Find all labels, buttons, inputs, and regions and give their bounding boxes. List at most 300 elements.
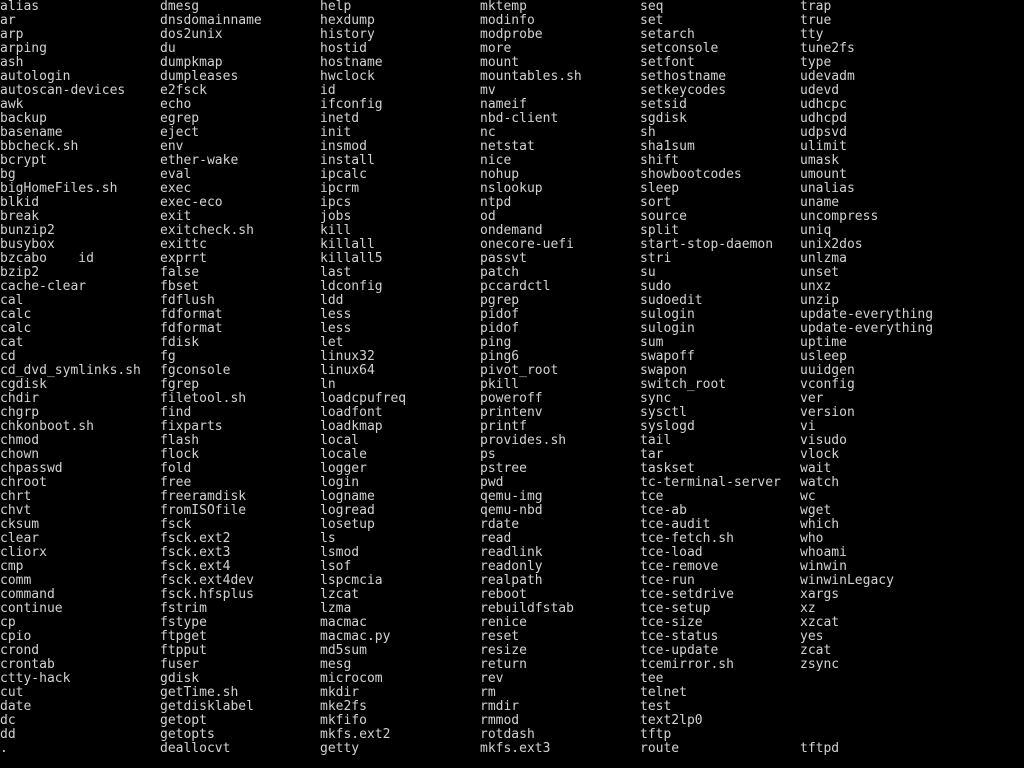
command-entry: ping — [480, 335, 512, 350]
command-entry: fsck.hfsplus — [160, 587, 254, 602]
command-entry: winwin — [800, 559, 847, 574]
command-entry: freeramdisk — [160, 489, 247, 504]
command-entry: mkfs.ext3 — [480, 741, 551, 756]
command-entry: dmesg — [160, 0, 200, 14]
command-entry: usleep — [800, 349, 847, 364]
command-entry: wc — [800, 489, 816, 504]
command-entry: uncompress — [800, 209, 879, 224]
command-entry: rebuildfstab — [480, 601, 574, 616]
command-entry: readonly — [480, 559, 543, 574]
command-entry: rmmod — [480, 713, 520, 728]
command-entry: tce-setdrive — [640, 587, 734, 602]
command-entry: wget — [800, 503, 832, 518]
command-entry: realpath — [480, 573, 543, 588]
command-entry: fgconsole — [160, 363, 231, 378]
command-entry: chmod — [0, 433, 40, 448]
command-entry: lzma — [320, 601, 352, 616]
command-entry: patch — [480, 265, 520, 280]
command-entry: fsck.ext4dev — [160, 573, 254, 588]
command-entry: winwinLegacy — [800, 573, 894, 588]
command-entry: ver — [800, 391, 824, 406]
command-column-6 — [800, 0, 1024, 756]
command-entry: clear — [0, 531, 40, 546]
command-entry: sudoedit — [640, 293, 703, 308]
command-entry: init — [320, 125, 352, 140]
command-entry: getTime.sh — [160, 685, 239, 700]
command-entry: kill — [320, 223, 352, 238]
command-entry: loadkmap — [320, 419, 383, 434]
command-entry: exec-eco — [160, 195, 223, 210]
command-entry: vconfig — [800, 377, 855, 392]
command-entry: jobs — [320, 209, 352, 224]
command-entry — [800, 686, 1024, 700]
command-entry: lsof — [320, 559, 352, 574]
command-entry: ftpput — [160, 643, 207, 658]
command-entry: return — [480, 657, 527, 672]
command-entry: type — [800, 55, 832, 70]
command-entry: resize — [480, 643, 527, 658]
command-entry: flock — [160, 447, 200, 462]
command-entry — [800, 728, 1024, 742]
command-entry: microcom — [320, 671, 383, 686]
command-entry: ping6 — [480, 349, 520, 364]
command-entry: exitcheck.sh — [160, 223, 254, 238]
command-entry: ftpget — [160, 629, 207, 644]
command-entry: reboot — [480, 587, 527, 602]
command-entry: dd — [0, 727, 16, 742]
command-entry: logname — [320, 489, 375, 504]
command-entry: qemu-nbd — [480, 503, 543, 518]
command-entry: awk — [0, 97, 24, 112]
command-column-4 — [480, 0, 640, 756]
command-entry: showbootcodes — [640, 167, 742, 182]
command-entry: umask — [800, 153, 840, 168]
command-entry: more — [480, 41, 512, 56]
command-entry: tce-update — [640, 643, 719, 658]
command-entry: telnet — [640, 685, 687, 700]
command-entry: basename — [0, 125, 63, 140]
command-entry: split — [640, 223, 680, 238]
command-entry: ldd — [320, 293, 344, 308]
command-entry — [800, 700, 1024, 714]
command-entry: cliorx — [0, 545, 47, 560]
command-entry: bcrypt — [0, 153, 47, 168]
command-entry: ifconfig — [320, 97, 383, 112]
command-column-2 — [160, 0, 320, 756]
command-entry: ipcalc — [320, 167, 367, 182]
command-entry: inetd — [320, 111, 360, 126]
command-entry: cpio — [0, 629, 32, 644]
command-entry: fsck.ext4 — [160, 559, 231, 574]
command-entry: read — [480, 531, 512, 546]
command-entry: cal — [0, 293, 24, 308]
command-entry: ps — [480, 447, 496, 462]
command-entry: alias — [0, 0, 40, 14]
command-entry: udevadm — [800, 69, 855, 84]
command-entry: gdisk — [160, 671, 200, 686]
command-entry: pidof — [480, 307, 520, 322]
command-entry: watch — [800, 475, 840, 490]
command-entry: whoami — [800, 545, 847, 560]
command-entry: nice — [480, 153, 512, 168]
command-entry: mesg — [320, 657, 352, 672]
command-entry: sulogin — [640, 307, 695, 322]
command-entry: help — [320, 0, 352, 14]
command-entry: printf — [480, 419, 527, 434]
command-entry: getopt — [160, 713, 207, 728]
command-entry: tar — [640, 447, 664, 462]
command-entry: fdformat — [160, 307, 223, 322]
command-entry: loadfont — [320, 405, 383, 420]
command-entry: bunzip2 — [0, 223, 55, 238]
command-entry: local — [320, 433, 360, 448]
command-entry: calc — [0, 307, 32, 322]
command-entry: chown — [0, 447, 40, 462]
command-entry: ctty-hack — [0, 671, 71, 686]
command-entry: tail — [640, 433, 672, 448]
command-entry: tce-ab — [640, 503, 687, 518]
command-entry: fold — [160, 461, 192, 476]
command-entry: uniq — [800, 223, 832, 238]
command-entry: set — [640, 13, 664, 28]
command-entry: udhcpd — [800, 111, 847, 126]
command-entry: bzip2 — [0, 265, 40, 280]
command-entry: locale — [320, 447, 367, 462]
command-entry: exittc — [160, 237, 207, 252]
command-entry: stri — [640, 251, 672, 266]
command-entry: poweroff — [480, 391, 543, 406]
command-entry: blkid — [0, 195, 40, 210]
command-entry: uptime — [800, 335, 847, 350]
command-entry: provides.sh — [480, 433, 567, 448]
command-entry: e2fsck — [160, 83, 207, 98]
command-entry: swapon — [640, 363, 687, 378]
command-entry: mktemp — [480, 0, 527, 14]
command-entry: dos2unix — [160, 27, 223, 42]
command-entry: ar — [0, 13, 16, 28]
command-entry: mv — [480, 83, 496, 98]
command-entry: rmdir — [480, 699, 520, 714]
command-entry: reset — [480, 629, 520, 644]
command-entry: renice — [480, 615, 527, 630]
command-entry: pidof — [480, 321, 520, 336]
command-entry: bzcabo id — [0, 251, 94, 266]
command-entry: version — [800, 405, 855, 420]
command-entry: tc-terminal-server — [640, 475, 781, 490]
command-entry: loadcpufreq — [320, 391, 407, 406]
command-entry: netstat — [480, 139, 535, 154]
command-entry: who — [800, 531, 824, 546]
command-entry: mount — [480, 55, 520, 70]
command-entry: sha1sum — [640, 139, 695, 154]
command-entry: modprobe — [480, 27, 543, 42]
command-entry: fdformat — [160, 321, 223, 336]
command-entry: cd — [0, 349, 16, 364]
command-entry: history — [320, 27, 375, 42]
command-entry: flash — [160, 433, 200, 448]
command-entry: fsck.ext3 — [160, 545, 231, 560]
command-entry: nslookup — [480, 181, 543, 196]
command-entry: ipcs — [320, 195, 352, 210]
command-entry: pstree — [480, 461, 527, 476]
command-entry: date — [0, 699, 32, 714]
command-entry: nc — [480, 125, 496, 140]
command-entry: hostname — [320, 55, 383, 70]
command-entry: sh — [640, 125, 656, 140]
command-entry: hostid — [320, 41, 367, 56]
command-entry: printenv — [480, 405, 543, 420]
command-entry: mke2fs — [320, 699, 367, 714]
command-entry: ln — [320, 377, 336, 392]
command-entry: pccardctl — [480, 279, 551, 294]
command-entry: hexdump — [320, 13, 375, 28]
command-entry: setsid — [640, 97, 687, 112]
command-entry: dnsdomainname — [160, 13, 262, 28]
command-entry: ondemand — [480, 223, 543, 238]
command-entry: xz — [800, 601, 816, 616]
command-entry: autologin — [0, 69, 71, 84]
command-entry: unlzma — [800, 251, 847, 266]
command-entry: bg — [0, 167, 16, 182]
command-entry: tce-remove — [640, 559, 719, 574]
command-entry: tce — [640, 489, 664, 504]
command-entry: setarch — [640, 27, 695, 42]
command-entry: pwd — [480, 475, 504, 490]
command-entry: nameif — [480, 97, 527, 112]
command-entry: dumpleases — [160, 69, 239, 84]
command-entry: cp — [0, 615, 16, 630]
command-entry: cut — [0, 685, 24, 700]
command-entry: logread — [320, 503, 375, 518]
command-entry: last — [320, 265, 352, 280]
command-entry: macmac.py — [320, 629, 391, 644]
command-entry: ls — [320, 531, 336, 546]
command-entry: seq — [640, 0, 664, 14]
command-entry: fstrim — [160, 601, 207, 616]
command-entry: losetup — [320, 517, 375, 532]
command-entry: fbset — [160, 279, 200, 294]
command-entry: uuidgen — [800, 363, 855, 378]
command-entry: login — [320, 475, 360, 490]
command-entry: onecore-uefi — [480, 237, 574, 252]
command-entry: busybox — [0, 237, 55, 252]
command-entry: exprrt — [160, 251, 207, 266]
command-entry: command — [0, 587, 55, 602]
command-entry: ulimit — [800, 139, 847, 154]
command-entry: update-everything — [800, 321, 934, 336]
command-entry: vlock — [800, 447, 840, 462]
command-entry: cmp — [0, 559, 24, 574]
command-entry: hwclock — [320, 69, 375, 84]
command-entry: getopts — [160, 727, 215, 742]
command-entry: dc — [0, 713, 16, 728]
command-entry: sync — [640, 391, 672, 406]
command-entry: text2lp0 — [640, 713, 703, 728]
command-entry: fstype — [160, 615, 207, 630]
command-entry: ash — [0, 55, 24, 70]
command-entry: calc — [0, 321, 32, 336]
command-entry: break — [0, 209, 40, 224]
command-entry: syslogd — [640, 419, 695, 434]
command-entry: logger — [320, 461, 367, 476]
command-entry: du — [160, 41, 176, 56]
command-entry: which — [800, 517, 840, 532]
command-entry: getdisklabel — [160, 699, 254, 714]
command-entry: ipcrm — [320, 181, 360, 196]
command-entry: trap — [800, 0, 832, 14]
command-entry: tce-status — [640, 629, 719, 644]
command-entry: crontab — [0, 657, 55, 672]
command-entry: modinfo — [480, 13, 535, 28]
command-entry: insmod — [320, 139, 367, 154]
command-entry: switch_root — [640, 377, 727, 392]
command-entry: macmac — [320, 615, 367, 630]
command-entry: bbcheck.sh — [0, 139, 79, 154]
command-entry: chroot — [0, 475, 47, 490]
command-entry: unzip — [800, 293, 840, 308]
command-entry: chdir — [0, 391, 40, 406]
command-entry: deallocvt — [160, 741, 231, 756]
command-entry: sulogin — [640, 321, 695, 336]
command-entry: mkdir — [320, 685, 360, 700]
command-entry: pgrep — [480, 293, 520, 308]
command-entry: pivot_root — [480, 363, 559, 378]
command-entry: lzcat — [320, 587, 360, 602]
command-entry: mountables.sh — [480, 69, 582, 84]
command-entry: arp — [0, 27, 24, 42]
command-entry: route — [640, 741, 680, 756]
command-entry: bigHomeFiles.sh — [0, 181, 118, 196]
command-entry: qemu-img — [480, 489, 543, 504]
command-entry: fromISOfile — [160, 503, 247, 518]
command-entry: ldconfig — [320, 279, 383, 294]
command-entry: getty — [320, 741, 360, 756]
command-entry: unxz — [800, 279, 832, 294]
command-entry: free — [160, 475, 192, 490]
command-entry: lspcmcia — [320, 573, 383, 588]
command-entry: tce-setup — [640, 601, 711, 616]
command-entry: true — [800, 13, 832, 28]
command-entry: fgrep — [160, 377, 200, 392]
command-column-1 — [0, 0, 160, 756]
command-entry: false — [160, 265, 200, 280]
command-entry: chrt — [0, 489, 32, 504]
command-entry: sleep — [640, 181, 680, 196]
command-entry: udevd — [800, 83, 840, 98]
command-entry: readlink — [480, 545, 543, 560]
command-entry: comm — [0, 573, 32, 588]
command-entry: yes — [800, 629, 824, 644]
command-entry: wait — [800, 461, 832, 476]
command-entry: fixparts — [160, 419, 223, 434]
command-entry: unix2dos — [800, 237, 863, 252]
command-entry: tee — [640, 671, 664, 686]
command-entry: sgdisk — [640, 111, 687, 126]
command-entry: uname — [800, 195, 840, 210]
command-entry: update-everything — [800, 307, 934, 322]
command-entry: fg — [160, 349, 176, 364]
command-entry: eval — [160, 167, 192, 182]
command-entry: mkfifo — [320, 713, 367, 728]
command-entry: tune2fs — [800, 41, 855, 56]
command-entry: cgdisk — [0, 377, 47, 392]
command-entry — [800, 714, 1024, 728]
command-entry: install — [320, 153, 375, 168]
command-entry: find — [160, 405, 192, 420]
command-entry: rdate — [480, 517, 520, 532]
command-entry: cd_dvd_symlinks.sh — [0, 363, 141, 378]
command-entry: rm — [480, 685, 496, 700]
command-entry: echo — [160, 97, 192, 112]
command-entry: autoscan-devices — [0, 83, 126, 98]
command-entry: unset — [800, 265, 840, 280]
command-entry: linux64 — [320, 363, 375, 378]
command-entry: exec — [160, 181, 192, 196]
command-entry: tty — [800, 27, 824, 42]
command-entry: ntpd — [480, 195, 512, 210]
command-entry: cksum — [0, 517, 40, 532]
command-entry: sethostname — [640, 69, 727, 84]
command-entry: chpasswd — [0, 461, 63, 476]
command-entry: cat — [0, 335, 24, 350]
command-entry: . — [0, 741, 8, 756]
command-entry: sort — [640, 195, 672, 210]
command-entry: udhcpc — [800, 97, 847, 112]
command-entry: rev — [480, 671, 504, 686]
command-entry: zcat — [800, 643, 832, 658]
command-entry: egrep — [160, 111, 200, 126]
command-entry: tce-load — [640, 545, 703, 560]
command-entry: env — [160, 139, 184, 154]
command-entry: rotdash — [480, 727, 535, 742]
command-entry: nbd-client — [480, 111, 559, 126]
command-entry: swapoff — [640, 349, 695, 364]
command-entry: fdflush — [160, 293, 215, 308]
command-entry: tftpd — [800, 741, 840, 756]
command-entry: filetool.sh — [160, 391, 247, 406]
command-entry: sum — [640, 335, 664, 350]
command-entry: taskset — [640, 461, 695, 476]
command-entry: less — [320, 307, 352, 322]
command-entry: arping — [0, 41, 47, 56]
command-entry: setkeycodes — [640, 83, 727, 98]
command-entry: continue — [0, 601, 63, 616]
command-entry: tce-run — [640, 573, 695, 588]
command-entry: pkill — [480, 377, 520, 392]
command-entry: let — [320, 335, 344, 350]
command-entry: su — [640, 265, 656, 280]
command-entry: fsck — [160, 517, 192, 532]
command-entry: eject — [160, 125, 200, 140]
command-entry: zsync — [800, 657, 840, 672]
command-entry: lsmod — [320, 545, 360, 560]
command-entry: ether-wake — [160, 153, 239, 168]
command-entry: killall5 — [320, 251, 383, 266]
command-entry: tftp — [640, 727, 672, 742]
command-entry: fuser — [160, 657, 200, 672]
command-entry: visudo — [800, 433, 847, 448]
command-entry: umount — [800, 167, 847, 182]
command-entry: linux32 — [320, 349, 375, 364]
command-entry: xargs — [800, 587, 840, 602]
command-entry: fsck.ext2 — [160, 531, 231, 546]
command-entry: chgrp — [0, 405, 40, 420]
command-entry: sysctl — [640, 405, 687, 420]
command-entry — [800, 672, 1024, 686]
command-entry: sudo — [640, 279, 672, 294]
command-entry: vi — [800, 419, 816, 434]
command-entry: tce-audit — [640, 517, 711, 532]
